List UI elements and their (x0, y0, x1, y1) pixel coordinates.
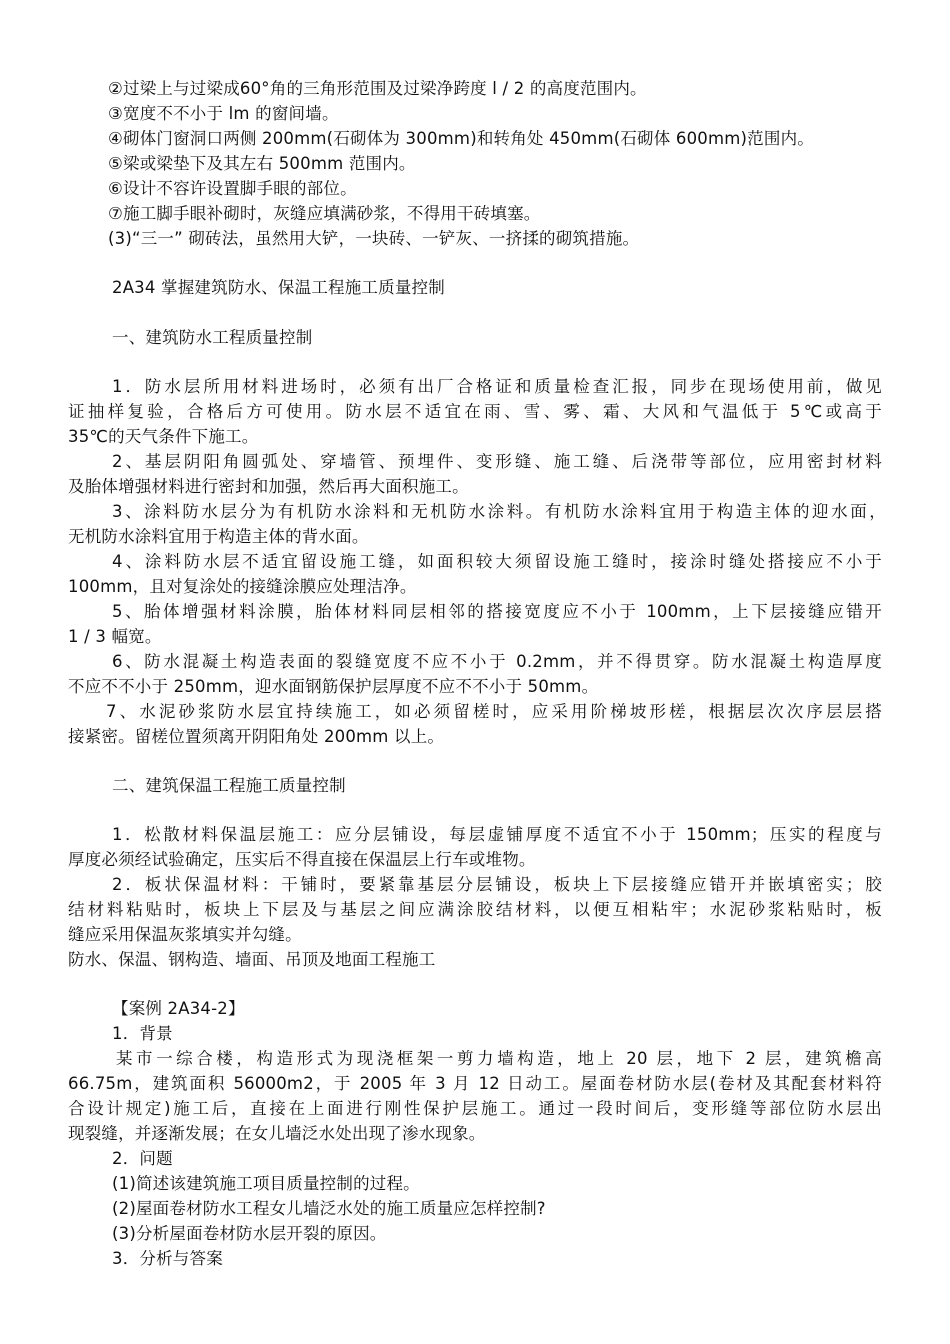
paragraph-line: 100mm，且对复涂处的接缝涂膜应处理洁净。 (68, 577, 417, 596)
part1-heading: 一、建筑防水工程质量控制 (112, 328, 313, 347)
paragraph-line: 1．防水层所用材料进场时，必须有出厂合格证和质量检查汇报，同步在现场使用前，做见 (112, 377, 882, 396)
paragraph-line: 5、胎体增强材料涂膜，胎体材料同层相邻的搭接宽度应不小于 100mm，上下层接缝应错开 (112, 602, 882, 621)
paragraph-line: 某市一综合楼，构造形式为现浇框架一剪力墙构造，地上 20 层，地下 2 层，建筑檐高 (116, 1049, 882, 1068)
questions-heading: 2．问题 (112, 1149, 173, 1168)
analysis-heading: 3．分析与答案 (112, 1249, 223, 1268)
paragraph-line: 2．板状保温材料：干铺时，要紧靠基层分层铺设，板块上下层接缝应错开并嵌填密实；胶 (112, 875, 882, 894)
paragraph-line: 1．松散材料保温层施工：应分层铺设，每层虚铺厚度不适宜不小于 150mm；压实的程度与 (112, 825, 882, 844)
question-item: (1)简述该建筑施工项目质量控制的过程。 (112, 1174, 420, 1193)
paragraph-line: 3、涂料防水层分为有机防水涂料和无机防水涂料。有机防水涂料宜用于构造主体的迎水面， (112, 502, 886, 521)
paragraph-line: 1 / 3 幅宽。 (68, 627, 162, 646)
background-heading: 1．背景 (112, 1024, 173, 1043)
paragraph-line: 证抽样复验，合格后方可使用。防水层不适宜在雨、雪、雾、霜、大风和气温低于 5℃或高于 (68, 402, 882, 421)
paragraph-line: 2、基层阴阳角圆弧处、穿墙管、预埋件、变形缝、施工缝、后浇带等部位，应用密封材料 (112, 452, 882, 471)
list-item: ⑦施工脚手眼补砌时，灰缝应填满砂浆，不得用干砖填塞。 (108, 204, 541, 223)
paragraph-line: 缝应采用保温灰浆填实并勾缝。 (68, 925, 302, 944)
paragraph-line: 接紧密。留槎位置须离开阴阳角处 200mm 以上。 (68, 727, 445, 746)
subject-line: 防水、保温、钢构造、墙面、吊顶及地面工程施工 (68, 950, 436, 969)
question-item: (3)分析屋面卷材防水层开裂的原因。 (112, 1224, 387, 1243)
list-item: ⑤梁或梁垫下及其左右 500mm 范围内。 (108, 154, 416, 173)
paragraph-line: 结材料粘贴时，板块上下层及与基层之间应满涂胶结材料，以便互相粘牢；水泥砂浆粘贴时，板 (68, 900, 882, 919)
list-item: (3)“三一” 砌砖法，虽然用大铲，一块砖、一铲灰、一挤揉的砌筑措施。 (108, 229, 640, 248)
list-item: ④砌体门窗洞口两侧 200mm(石砌体为 300mm)和转角处 450mm(石砌体 600mm)范围内。 (108, 129, 814, 148)
paragraph-line: 不应不不小于 250mm，迎水面钢筋保护层厚度不应不不小于 50mm。 (68, 677, 599, 696)
case-title: 【案例 2A34-2】 (112, 999, 245, 1018)
section-heading: 2A34 掌握建筑防水、保温工程施工质量控制 (112, 278, 445, 297)
paragraph-line: 66.75m，建筑面积 56000m2，于 2005 年 3 月 12 日动工。屋面卷材防水层(卷材及其配套材料符 (68, 1074, 882, 1093)
paragraph-line: 35℃的天气条件下施工。 (68, 427, 259, 446)
question-item: (2)屋面卷材防水工程女儿墙泛水处的施工质量应怎样控制? (112, 1199, 546, 1218)
paragraph-line: 6、防水混凝土构造表面的裂缝宽度不应不小于 0.2mm，并不得贯穿。防水混凝土构造厚度 (112, 652, 882, 671)
list-item: ⑥设计不容许设置脚手眼的部位。 (108, 179, 357, 198)
paragraph-line: 及胎体增强材料进行密封和加强，然后再大面积施工。 (68, 477, 469, 496)
paragraph-line: 7、水泥砂浆防水层宜持续施工，如必须留槎时，应采用阶梯坡形槎，根据层次次序层层搭 (106, 702, 882, 721)
list-item: ②过梁上与过梁成60°角的三角形范围及过梁净跨度 l / 2 的高度范围内。 (108, 79, 647, 98)
paragraph-line: 厚度必须经试验确定，压实后不得直接在保温层上行车或堆物。 (68, 850, 536, 869)
part2-heading: 二、建筑保温工程施工质量控制 (112, 776, 346, 795)
paragraph-line: 无机防水涂料宜用于构造主体的背水面。 (68, 527, 369, 546)
paragraph-line: 现裂缝，并逐渐发展；在女儿墙泛水处出现了渗水现象。 (68, 1124, 486, 1143)
paragraph-line: 合设计规定)施工后，直接在上面进行刚性保护层施工。通过一段时间后，变形缝等部位防水层出 (68, 1099, 882, 1118)
list-item: ③宽度不不小于 lm 的窗间墙。 (108, 104, 339, 123)
paragraph-line: 4、涂料防水层不适宜留设施工缝，如面积较大须留设施工缝时，接涂时缝处搭接应不小于 (112, 552, 882, 571)
